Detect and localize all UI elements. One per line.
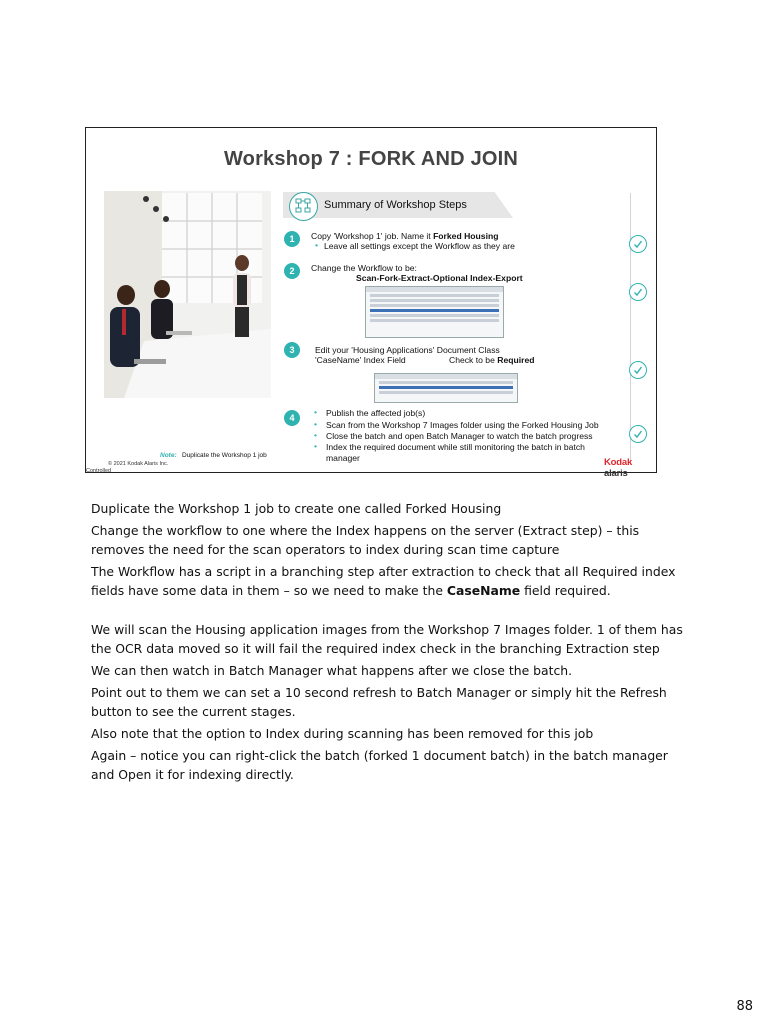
step-1-text: Copy 'Workshop 1' job. Name it Forked Housing bbox=[311, 231, 499, 241]
step-3-required: Check to be Required bbox=[449, 355, 535, 365]
step-2-text: Change the Workflow to be: bbox=[311, 263, 417, 273]
step-4-bullet-4: Index the required document while still monitoring the batch in batch bbox=[326, 442, 585, 452]
page-number: 88 bbox=[736, 999, 753, 1014]
note-paragraph: Change the workflow to one where the Index happens on the server (Extract step) – this removes the need for the scan operators to index during scan time capture bbox=[91, 523, 640, 557]
bullet-icon: • bbox=[315, 240, 319, 250]
check-circle-icon bbox=[629, 361, 647, 379]
note-label: Note: bbox=[160, 452, 177, 459]
meeting-photo bbox=[104, 191, 271, 398]
note-paragraph: The Workflow has a script in a branching step after extraction to check that all Required index fields have some data in them – so we need to make the CaseName field required. bbox=[91, 564, 676, 598]
slide bbox=[85, 127, 657, 479]
step-2-workflow: Scan-Fork-Extract-Optional Index-Export bbox=[356, 273, 523, 283]
note-paragraph: Also note that the option to Index during scanning has been removed for this job bbox=[91, 726, 594, 741]
note-paragraph: Again – notice you can right-click the batch (forked 1 document batch) in the batch manager and Open it for indexing directly. bbox=[91, 748, 668, 782]
check-circle-icon bbox=[629, 425, 647, 443]
note-paragraph: Point out to them we can set a 10 second refresh to Batch Manager or simply hit the Refresh button to see the current stages. bbox=[91, 685, 667, 719]
index-field-screenshot bbox=[374, 373, 518, 403]
step-4-number: 4 bbox=[284, 410, 300, 426]
workflow-dialog-screenshot bbox=[365, 286, 504, 338]
controlled-label: Controlled bbox=[86, 468, 112, 474]
step-1-bullet: Leave all settings except the Workflow as they are bbox=[324, 241, 515, 251]
note-paragraph: We can then watch in Batch Manager what happens after we close the batch. bbox=[91, 663, 573, 678]
step-2-number: 2 bbox=[284, 263, 300, 279]
check-circle-icon bbox=[629, 235, 647, 253]
copyright: © 2021 Kodak Alaris Inc. bbox=[108, 461, 169, 467]
step-4-bullet-1: Publish the affected job(s) bbox=[326, 408, 426, 418]
bullet-icon: • bbox=[314, 407, 318, 417]
step-1-number: 1 bbox=[284, 231, 300, 247]
summary-title: Summary of Workshop Steps bbox=[324, 199, 467, 211]
divider-line bbox=[630, 193, 631, 465]
step-3-number: 3 bbox=[284, 342, 300, 358]
bullet-icon: • bbox=[314, 419, 318, 429]
note-paragraph: Duplicate the Workshop 1 job to create one called Forked Housing bbox=[91, 501, 502, 516]
check-circle-icon bbox=[629, 283, 647, 301]
note-text: Duplicate the Workshop 1 job bbox=[182, 452, 267, 459]
note-paragraph: We will scan the Housing application images from the Workshop 7 Images folder. 1 of them has the OCR data moved so it will fail the required index check in the branching Extraction step bbox=[91, 622, 683, 656]
step-3-field: 'CaseName' Index Field bbox=[315, 355, 406, 365]
workflow-icon bbox=[289, 192, 318, 221]
bullet-icon: • bbox=[314, 441, 318, 451]
speaker-notes bbox=[91, 499, 691, 787]
step-3-text: Edit your 'Housing Applications' Document Class bbox=[315, 345, 500, 355]
step-4-bullet-3: Close the batch and open Batch Manager to watch the batch progress bbox=[326, 431, 593, 441]
bullet-icon: • bbox=[314, 430, 318, 440]
step-4-bullet-4-cont: manager bbox=[326, 453, 360, 463]
step-4-bullet-2: Scan from the Workshop 7 Images folder using the Forked Housing Job bbox=[326, 420, 599, 430]
kodak-alaris-logo: Kodak alaris bbox=[604, 457, 633, 479]
slide-title: Workshop 7 : FORK AND JOIN bbox=[223, 148, 519, 170]
